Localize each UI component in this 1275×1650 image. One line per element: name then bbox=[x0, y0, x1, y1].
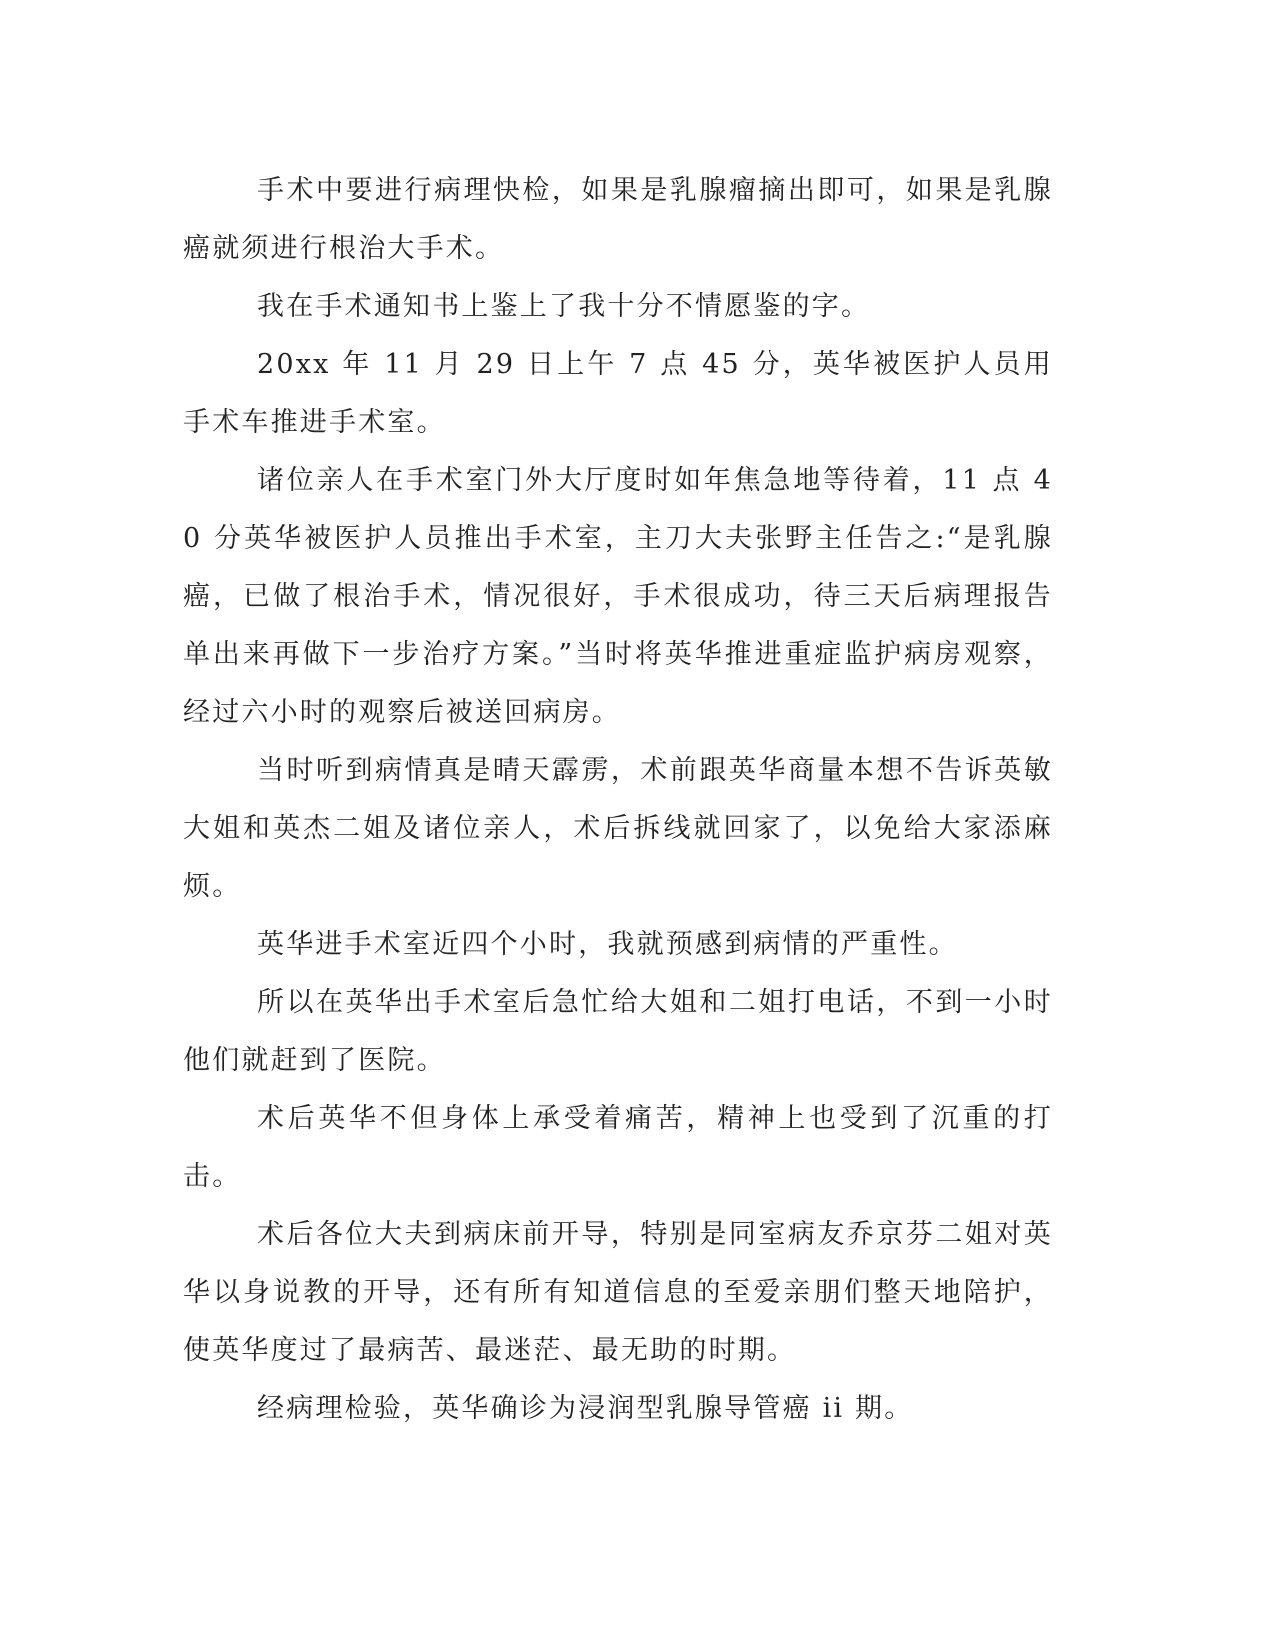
paragraph-2: 我在手术通知书上鉴上了我十分不情愿鉴的字。 bbox=[257, 291, 871, 322]
paragraph-7: 所以在英华出手术室后急忙给大姐和二姐打电话，不到一小时他们就赶到了医院。 bbox=[183, 987, 1053, 1076]
paragraph-8: 术后英华不但身体上承受着痛苦，精神上也受到了沉重的打击。 bbox=[183, 1103, 1053, 1192]
paragraph-1: 手术中要进行病理快检，如果是乳腺瘤摘出即可，如果是乳腺癌就须进行根治大手术。 bbox=[183, 175, 1053, 264]
paragraph-4: 诸位亲人在手术室门外大厅度时如年焦急地等待着，11 点 40 分英华被医护人员推出手术室，主刀大夫张野主任告之:“是乳腺癌，已做了根治手术，情况很好，手术很成功，待三天后病理报告单出来再做下一步治疗方案。”当时将英华推进重症监护病房观察，经过六小时的观察后被送回病房。 bbox=[183, 465, 1053, 728]
document-body bbox=[183, 162, 1053, 1438]
paragraph-3: 20xx 年 11 月 29 日上午 7 点 45 分，英华被医护人员用手术车推进手术室。 bbox=[183, 349, 1053, 438]
paragraph-6: 英华进手术室近四个小时，我就预感到病情的严重性。 bbox=[257, 929, 958, 960]
paragraph-10: 经病理检验，英华确诊为浸润型乳腺导管癌 ii 期。 bbox=[257, 1393, 914, 1424]
paragraph-5: 当时听到病情真是晴天霹雳，术前跟英华商量本想不告诉英敏大姐和英杰二姐及诸位亲人，术后拆线就回家了，以免给大家添麻烦。 bbox=[183, 755, 1053, 902]
paragraph-9: 术后各位大夫到病床前开导，特别是同室病友乔京芬二姐对英华以身说教的开导，还有所有知道信息的至爱亲朋们整天地陪护，使英华度过了最病苦、最迷茫、最无助的时期。 bbox=[183, 1219, 1053, 1366]
